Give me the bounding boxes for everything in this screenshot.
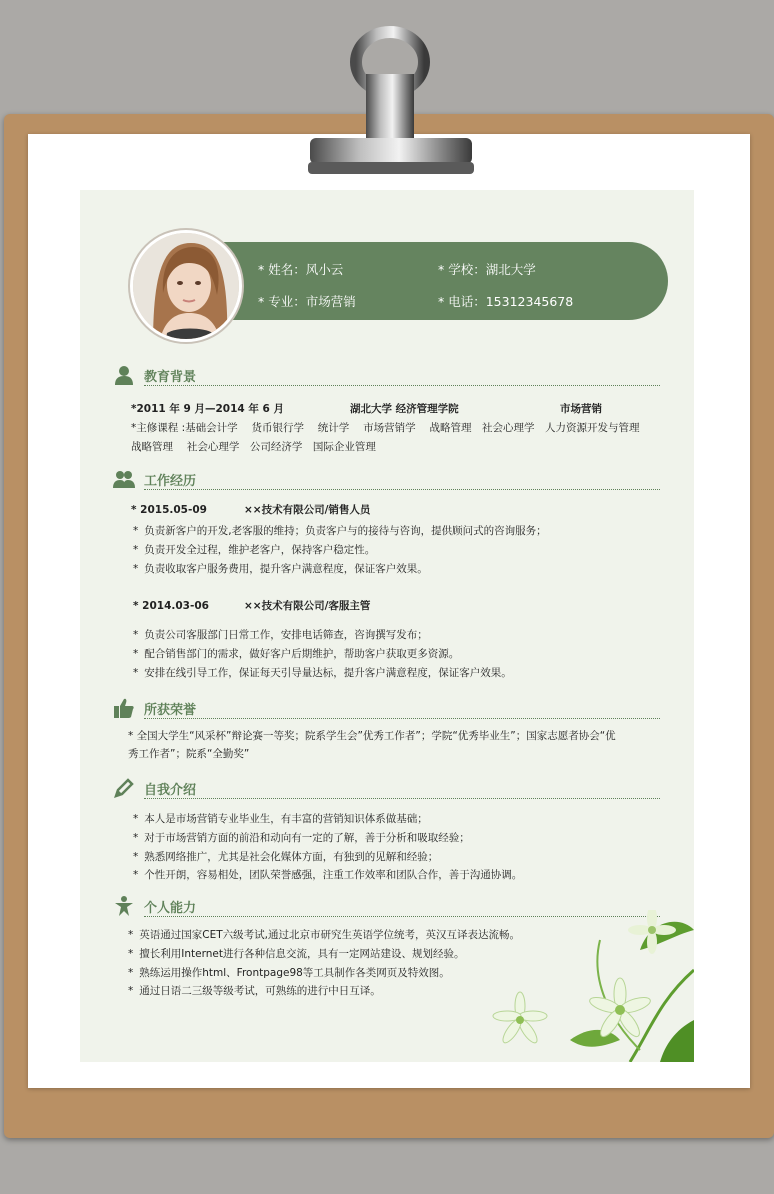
list-item: * 负责开发全过程，维护老客户，保持客户稳定性。 [133, 541, 547, 560]
phone-field: * 电话：15312345678 [438, 294, 574, 309]
list-item: * 英语通过国家CET六级考试,通过北京市研究生英语学位统考，英汉互译表达流畅。 [128, 926, 520, 945]
binder-clip-icon [300, 22, 480, 182]
list-item: * 负责收取客户服务费用，提升客户满意程度，保证客户效果。 [133, 560, 547, 579]
job-2-duties [133, 626, 512, 682]
honors-line-2: 秀工作者”；院系“全勤奖” [128, 748, 250, 760]
list-item: * 对于市场营销方面的前沿和动向有一定的了解，善于分析和吸取经验； [133, 829, 522, 848]
job-2-date: * 2014.03-06 [133, 600, 209, 612]
divider [144, 718, 660, 719]
divider [144, 385, 660, 386]
education-period: *2011 年 9 月—2014 年 6 月 [131, 403, 284, 415]
list-item: * 负责新客户的开发,老客服的维持；负责客户与的接待与咨询，提供顾问式的咨询服务； [133, 522, 547, 541]
job-1-duties [133, 522, 547, 578]
list-item: * 通过日语二三级等级考试，可熟练的进行中日互译。 [128, 982, 520, 1001]
list-item: * 个性开朗，容易相处，团队荣誉感强，注重工作效率和团队合作，善于沟通协调。 [133, 866, 522, 885]
work-section-header [110, 466, 660, 492]
divider [144, 798, 660, 799]
courses-line-1: *主修课程 :基础会计学 货币银行学 统计学 市场营销学 战略管理 社会心理学 人力资源开发与管理 [131, 422, 640, 434]
courses-line-2: 战略管理 社会心理学 公司经济学 国际企业管理 [131, 441, 376, 453]
profile-photo [130, 230, 242, 342]
divider [144, 489, 660, 490]
job-2-company: ××技术有限公司/客服主管 [244, 600, 371, 612]
honors-title: 所获荣誉 [144, 703, 197, 718]
list-item: * 本人是市场营销专业毕业生，有丰富的营销知识体系做基础； [133, 810, 522, 829]
list-item: * 安排在线引导工作，保证每天引导量达标，提升客户满意程度，保证客户效果。 [133, 664, 512, 683]
education-title: 教育背景 [144, 370, 197, 385]
education-school: 湖北大学 经济管理学院 [350, 403, 459, 415]
resume-sheet [80, 190, 694, 1062]
intro-section-header [110, 775, 660, 801]
honors-line-1: * 全国大学生“风采杯”辩论赛一等奖；院系学生会”优秀工作者”；学院“优秀毕业生”；国家志愿者协会“优 [128, 730, 616, 742]
intro-list [133, 810, 522, 885]
school-field: * 学校：湖北大学 [438, 262, 536, 277]
list-item: * 熟练运用操作html、Frontpage98等工具制作各类网页及特效图。 [128, 964, 520, 983]
thumbs-up-icon [113, 697, 135, 719]
list-item: * 配合销售部门的需求，做好客户后期维护，帮助客户获取更多资源。 [133, 645, 512, 664]
flower-decoration-icon [480, 910, 694, 1062]
list-item: * 擅长利用Internet进行各种信息交流，具有一定网站建设、规划经验。 [128, 945, 520, 964]
pen-icon [113, 777, 135, 799]
list-item: * 负责公司客服部门日常工作，安排电话筛查，咨询撰写发布； [133, 626, 512, 645]
list-item: * 熟悉网络推广，尤其是社会化媒体方面，有独到的见解和经验； [133, 848, 522, 867]
education-section-header [110, 362, 660, 388]
honors-section-header [110, 695, 660, 721]
person-icon [113, 364, 135, 386]
person-star-icon [113, 895, 135, 917]
skills-title: 个人能力 [144, 901, 197, 916]
intro-title: 自我介绍 [144, 783, 197, 798]
skills-list [128, 926, 520, 1001]
people-icon [113, 468, 135, 490]
job-1-company: ××技术有限公司/销售人员 [244, 504, 371, 516]
major-field: * 专业：市场营销 [258, 294, 356, 309]
work-title: 工作经历 [144, 474, 197, 489]
name-field: * 姓名：风小云 [258, 262, 344, 277]
job-1-date: * 2015.05-09 [131, 504, 207, 516]
education-major: 市场营销 [560, 403, 602, 415]
